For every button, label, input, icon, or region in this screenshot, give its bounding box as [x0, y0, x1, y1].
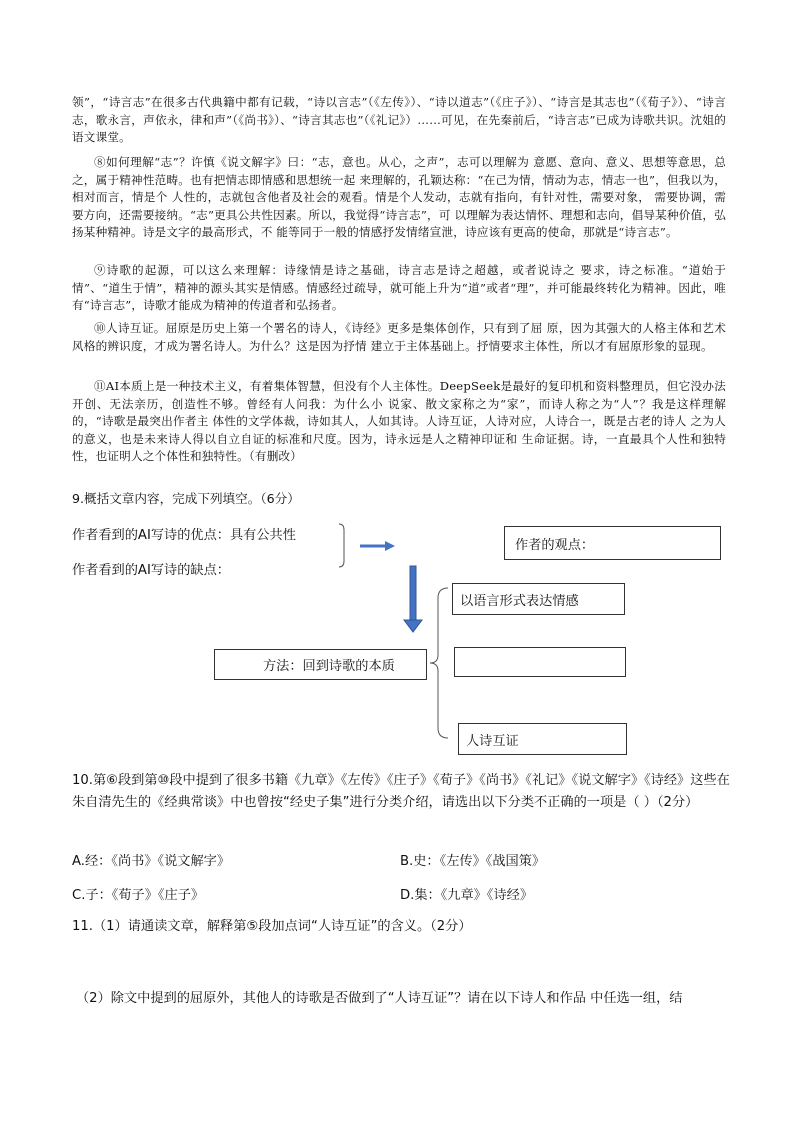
- viewpoint-label: 作者的观点：: [515, 537, 595, 553]
- passage-paragraph-8: ⑧如何理解“志”？许慎《说文解字》曰：“志，意也。从心，之声”，志可以理解为 意愿、意向、意义、思想等意思，总之，属于精神性范畴。也有把情志即情感和思想统一起 来理解的，孔颖达称：“在己为情，情动为志，情志一也”，但我以为，相对而言，情是个 人性的，志就包含他者及社会的观看。情是个人发动，志就有指向，有针对性，需要对象， 需要协调，需要方向，还需要接纳。“志”更具公共性因素。所以，我觉得“诗言志”，可 以理解为表达情怀、理想和志向，倡导某种价值，弘扬某种精神。诗是文字的最高形式，不 能等同于一般的情感抒发情绪宣泄，诗应该有更高的使命，那就是“诗言志”。: [72, 155, 726, 240]
- passage-paragraph-10: ⑩人诗互证。屈原是历史上第一个署名的诗人，《诗经》更多是集体创作，只有到了屈 原，因为其强大的人格主体和艺术风格的辨识度，才成为署名诗人。为什么？这是因为抒情 建立于主体基础上。抒情要求主体性，所以才有屈原形象的显现。: [72, 321, 726, 353]
- question-11-part-1: 11.（1）请通读文章，解释第⑤段加点词“人诗互证”的含义。（2分）: [72, 919, 472, 934]
- question-11-part-2: （2）除文中提到的屈原外，其他人的诗歌是否做到了“人诗互证”？请在以下诗人和作品 中任选一组，结: [76, 991, 683, 1006]
- option-d[interactable]: D.集：《九章》《诗经》: [400, 888, 534, 903]
- question-10-stem: 10.第⑥段到第⑩段中提到了很多书籍《九章》《左传》《庄子》《荀子》《尚书》《礼记》《说文解字》《诗经》这些在朱自清先生的《经典常谈》中也曾按“经史子集”进行分类介绍，请选出以下分类不正确的一项是（ ）（2分）: [72, 773, 730, 810]
- method-label: 方法：回到诗歌的本质: [263, 659, 395, 674]
- passage-paragraph-intro: 领”，“诗言志”在很多古代典籍中都有记载，“诗以言志”（《左传》）、“诗以道志”（《庄子》）、“诗言是其志也”（《荀子》）、“诗言志，歌永言，声依永，律和声”（《尚书》）、“诗言其志也”（《礼记》）……可见，在先秦前后，“诗言志”已成为诗歌共识。沈姐的语文课堂。: [72, 95, 726, 145]
- right-arrow-head: [385, 541, 395, 551]
- option-a[interactable]: A.经：《尚书》《说文解字》: [72, 854, 231, 869]
- option-c[interactable]: C.子：《荀子》《庄子》: [72, 888, 205, 903]
- branch-label-3: 人诗互证: [466, 733, 519, 749]
- branch-label-1: 以语言形式表达情感: [460, 593, 579, 609]
- down-arrow-head: [404, 620, 422, 632]
- branch-box-1: [452, 583, 625, 615]
- curly-brace: [339, 524, 344, 567]
- ai-disadvantage-line: 作者看到的AI写诗的缺点：: [72, 563, 230, 578]
- passage-paragraph-11: ⑪AI本质上是一种技术主义，有着集体智慧，但没有个人主体性。DeepSeek是最好的复印机和资料整理员，但它没办法开创、无法亲历，创造性不够。曾经有人问我：为什么小 说家、散文家称之为“家”，而诗人称之为“人”？我是这样理解的，“诗歌是最突出作者主 体性的文学体裁，诗如其人，人如其诗。人诗互证，人诗对应，人诗合一，既是古老的诗人 之为人的意义，也是未来诗人得以自立自证的标准和尺度。因为，诗永远是人之精神印证和 生命证据。诗，一直最具个人性和独特性，也证明人之个体性和独特性。（有删改）: [72, 379, 726, 464]
- method-box: [214, 649, 427, 680]
- down-arrow-shaft: [410, 566, 416, 620]
- viewpoint-box[interactable]: [504, 526, 721, 560]
- option-b[interactable]: B.史：《左传》《战国策》: [400, 854, 546, 869]
- ai-advantage-line: 作者看到的AI写诗的优点：具有公共性: [72, 528, 296, 543]
- question-9-title: 9.概括文章内容，完成下列填空。（6分）: [72, 491, 300, 506]
- passage-paragraph-9: ⑨诗歌的起源，可以这么来理解：诗缘情是诗之基础，诗言志是诗之超越，或者说诗之 要求，诗之标准。“道始于情”、“道生于情”，精神的源头其实是情感。情感经过疏导，就可能上升为“道”或者“理”，并可能最终转化为精神。因此，唯有“诗言志”，诗歌才能成为精神的传道者和弘扬者。: [72, 263, 726, 313]
- branch-box-3: [458, 723, 627, 755]
- branch-box-2-blank[interactable]: [454, 647, 626, 677]
- branch-brace: [430, 588, 448, 738]
